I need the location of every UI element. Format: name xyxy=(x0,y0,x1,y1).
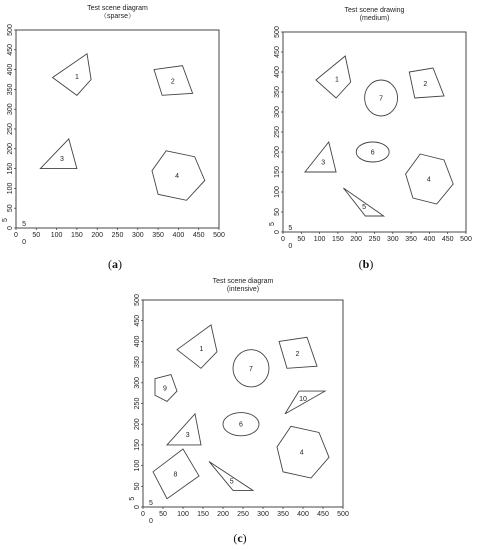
y-tick-label: 300 xyxy=(274,106,281,118)
shape-label: 6 xyxy=(370,149,375,157)
shape-label: 2 xyxy=(423,81,428,88)
shape-label: 1 xyxy=(74,74,79,82)
y-tick-label: 400 xyxy=(7,63,14,76)
shape-label: 8 xyxy=(173,471,178,479)
panel-caption-letter: c xyxy=(237,531,243,545)
x-tick-label: 300 xyxy=(131,232,144,239)
panel-subtitle: （sparse） xyxy=(99,13,136,20)
x-tick-label: 400 xyxy=(172,232,185,239)
origin-mark-zero: 0 xyxy=(22,239,27,246)
y-tick-label: 150 xyxy=(274,166,281,178)
x-tick-label: 50 xyxy=(32,232,41,239)
y-tick-label: 500 xyxy=(134,294,141,306)
y-tick-label: 50 xyxy=(274,208,281,216)
panel-caption: (b) xyxy=(358,257,374,271)
y-tick-label: 450 xyxy=(274,46,281,58)
y-tick-label: 450 xyxy=(7,43,14,56)
panel-subtitle: (medium) xyxy=(359,15,390,22)
x-tick-label: 300 xyxy=(386,236,399,243)
y-tick-label: 100 xyxy=(134,459,141,472)
shape-label: 3 xyxy=(60,156,64,164)
shape-label: 5 xyxy=(229,478,234,486)
x-tick-label: 150 xyxy=(197,511,209,518)
y-tick-label: 50 xyxy=(134,482,141,491)
y-tick-label: 100 xyxy=(7,182,14,195)
y-tick-label: 250 xyxy=(134,397,141,410)
panel-caption-letter: b xyxy=(362,257,370,271)
panel-a xyxy=(2,5,225,271)
y-tick-label: 50 xyxy=(7,204,14,213)
shape-label: 2 xyxy=(295,350,300,358)
origin-mark-y: 5 xyxy=(2,218,9,223)
x-tick-label: 150 xyxy=(332,236,344,243)
y-tick-label: 500 xyxy=(274,26,281,38)
y-tick-label: 450 xyxy=(134,314,141,327)
shape-label: 1 xyxy=(199,346,204,354)
x-tick-label: 400 xyxy=(423,236,436,243)
y-tick-label: 350 xyxy=(134,356,141,368)
shape-label: 4 xyxy=(175,173,179,181)
x-tick-label: 0 xyxy=(281,236,285,243)
y-tick-label: 300 xyxy=(134,376,141,389)
shape-label: 4 xyxy=(426,176,431,184)
x-tick-label: 500 xyxy=(460,236,472,243)
x-tick-label: 200 xyxy=(350,236,363,243)
origin-mark-zero: 0 xyxy=(288,243,293,250)
x-tick-label: 100 xyxy=(177,511,189,518)
shape-label: 2 xyxy=(170,78,175,86)
y-tick-label: 200 xyxy=(7,142,14,155)
shape-label: 7 xyxy=(249,365,253,373)
panel-title: Test scene diagram xyxy=(87,5,148,12)
y-tick-label: 200 xyxy=(274,146,281,158)
shape-label: 10 xyxy=(299,396,307,404)
x-tick-label: 350 xyxy=(277,511,289,518)
origin-mark-zero: 0 xyxy=(149,518,153,525)
y-tick-label: 350 xyxy=(7,83,14,96)
shape-label: 6 xyxy=(239,421,243,429)
origin-mark-x: 5 xyxy=(22,221,27,228)
x-tick-label: 400 xyxy=(297,511,309,518)
shape-label: 1 xyxy=(335,76,339,84)
origin-mark-x: 5 xyxy=(149,500,153,507)
y-tick-label: 500 xyxy=(7,24,14,36)
x-tick-label: 350 xyxy=(405,236,417,243)
x-tick-label: 200 xyxy=(217,511,229,518)
panel-caption-letter: a xyxy=(112,257,118,271)
x-tick-label: 450 xyxy=(441,236,454,243)
shape-label: 3 xyxy=(185,432,190,440)
y-tick-label: 350 xyxy=(274,86,281,98)
y-tick-label: 200 xyxy=(134,418,141,431)
shape-label: 4 xyxy=(299,449,304,457)
panel-subtitle: (intensive) xyxy=(226,286,260,293)
panel-b xyxy=(269,7,472,271)
x-tick-label: 500 xyxy=(213,232,225,239)
y-tick-label: 0 xyxy=(7,226,14,230)
x-tick-label: 50 xyxy=(297,236,306,243)
x-tick-label: 0 xyxy=(141,511,145,518)
y-tick-label: 0 xyxy=(134,505,141,509)
shape-label: 9 xyxy=(163,385,167,393)
y-tick-label: 400 xyxy=(274,66,281,78)
y-tick-label: 150 xyxy=(7,162,14,175)
panel-caption: (a) xyxy=(108,257,122,271)
x-tick-label: 350 xyxy=(152,232,164,239)
x-tick-label: 450 xyxy=(192,232,205,239)
x-tick-label: 100 xyxy=(50,232,63,239)
y-tick-label: 150 xyxy=(134,439,141,451)
panel-caption: (c) xyxy=(233,531,247,545)
x-tick-label: 500 xyxy=(337,511,349,518)
shape-label: 5 xyxy=(362,204,367,212)
x-tick-label: 0 xyxy=(14,232,18,239)
x-tick-label: 200 xyxy=(91,232,104,239)
y-tick-label: 400 xyxy=(134,335,141,348)
x-tick-label: 100 xyxy=(313,236,326,243)
shape-label: 3 xyxy=(321,159,326,167)
panel-c xyxy=(129,278,349,545)
y-tick-label: 300 xyxy=(7,103,14,116)
y-tick-label: 0 xyxy=(274,230,281,234)
x-tick-label: 450 xyxy=(317,511,329,518)
y-tick-label: 250 xyxy=(274,126,281,138)
x-tick-label: 150 xyxy=(71,232,83,239)
x-tick-label: 300 xyxy=(257,511,269,518)
panel-title: Test scene drawing xyxy=(344,7,405,14)
origin-mark-y: 5 xyxy=(269,222,276,226)
x-tick-label: 50 xyxy=(159,511,167,518)
y-tick-label: 250 xyxy=(7,123,14,135)
panel-title: Test scene diagram xyxy=(212,278,274,285)
origin-mark-y: 5 xyxy=(129,496,136,501)
x-tick-label: 250 xyxy=(111,232,124,239)
x-tick-label: 250 xyxy=(237,511,249,518)
origin-mark-x: 5 xyxy=(288,225,293,232)
shape-label: 7 xyxy=(379,95,384,103)
x-tick-label: 250 xyxy=(368,236,381,243)
y-tick-label: 100 xyxy=(274,186,281,198)
